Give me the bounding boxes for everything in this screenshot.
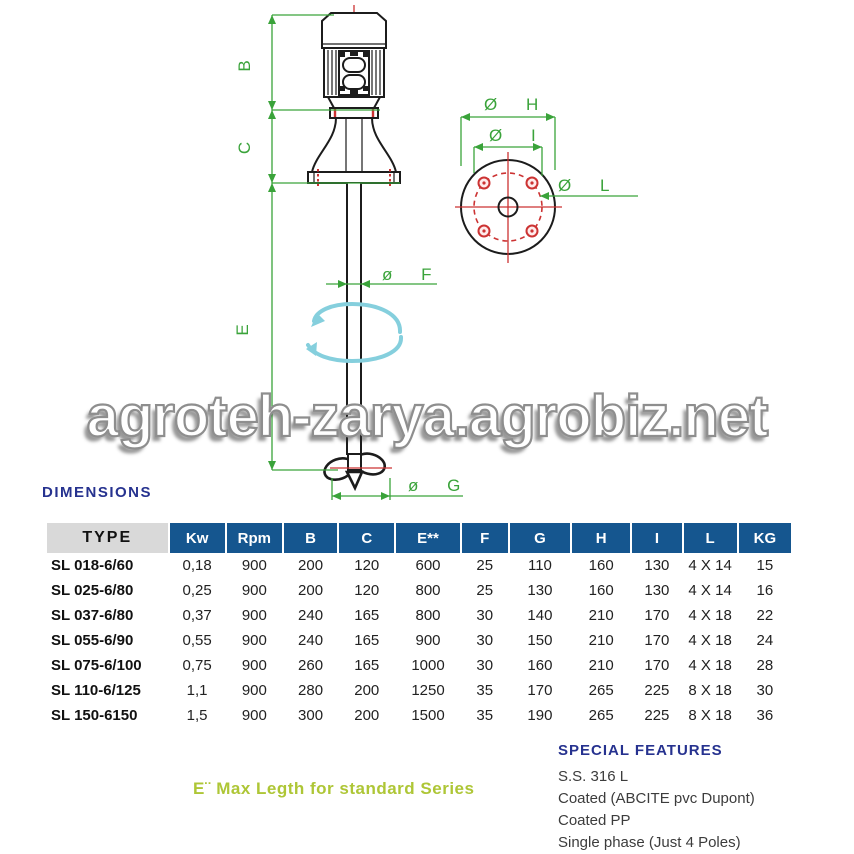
value-cell: 22	[756, 607, 774, 624]
value-cell: 16	[756, 582, 774, 599]
value-cell: 25	[476, 557, 494, 574]
value-cell: 0,18	[182, 557, 212, 574]
table-row	[47, 678, 791, 703]
dimension-f	[326, 265, 444, 288]
value-cell: 0,25	[182, 582, 212, 599]
table-row	[47, 653, 791, 678]
value-cell: 4 X 18	[688, 607, 732, 624]
dimensions-table-container	[45, 523, 793, 728]
table-row	[47, 553, 791, 578]
value-cell: 28	[756, 657, 774, 674]
value-cell: 600	[415, 557, 441, 574]
col-header: C	[339, 523, 394, 553]
col-header: Rpm	[227, 523, 282, 553]
value-cell: 130	[527, 582, 553, 599]
type-cell: SL 025-6/80	[51, 582, 134, 599]
value-cell: 900	[241, 707, 267, 724]
value-cell: 120	[354, 582, 380, 599]
dim-label-i: Ø I	[489, 126, 548, 145]
value-cell: 1,1	[186, 682, 208, 699]
value-cell: 225	[644, 707, 670, 724]
value-cell: 265	[588, 707, 614, 724]
value-cell: 30	[756, 682, 774, 699]
value-cell: 165	[354, 632, 380, 649]
value-cell: 900	[241, 632, 267, 649]
value-cell: 35	[476, 707, 494, 724]
table-header-row	[47, 523, 791, 553]
col-header: L	[684, 523, 737, 553]
value-cell: 160	[588, 582, 614, 599]
value-cell: 165	[354, 607, 380, 624]
dimensions-heading: DIMENSIONS	[42, 484, 153, 501]
value-cell: 900	[241, 557, 267, 574]
bell-housing-drawing	[308, 108, 400, 186]
value-cell: 1500	[411, 707, 445, 724]
col-header: Kw	[170, 523, 225, 553]
special-features	[558, 742, 848, 854]
flange-view-drawing	[455, 95, 638, 263]
value-cell: 160	[527, 657, 553, 674]
col-header: B	[284, 523, 337, 553]
value-cell: 130	[644, 557, 670, 574]
col-header: E**	[396, 523, 459, 553]
value-cell: 210	[588, 607, 614, 624]
value-cell: 265	[588, 682, 614, 699]
type-cell: SL 037-6/80	[51, 607, 134, 624]
value-cell: 800	[415, 582, 441, 599]
motor-drawing	[322, 13, 386, 108]
col-header: I	[632, 523, 681, 553]
value-cell: 0,75	[182, 657, 212, 674]
value-cell: 30	[476, 607, 494, 624]
value-cell: 25	[476, 582, 494, 599]
dim-label-l: Ø L	[558, 176, 622, 195]
type-cell: SL 018-6/60	[51, 557, 134, 574]
table-body	[47, 553, 791, 728]
value-cell: 140	[527, 607, 553, 624]
value-cell: 15	[756, 557, 774, 574]
value-cell: 160	[588, 557, 614, 574]
value-cell: 800	[415, 607, 441, 624]
feature-item: Coated PP	[558, 812, 631, 829]
value-cell: 200	[298, 582, 324, 599]
value-cell: 240	[298, 632, 324, 649]
value-cell: 170	[644, 607, 670, 624]
value-cell: 4 X 18	[688, 632, 732, 649]
dim-label-f: ø F	[382, 265, 444, 284]
table-row	[47, 603, 791, 628]
feature-item: Single phase (Just 4 Poles)	[558, 834, 741, 851]
value-cell: 1000	[411, 657, 445, 674]
table-row	[47, 578, 791, 603]
value-cell: 130	[644, 582, 670, 599]
value-cell: 240	[298, 607, 324, 624]
special-features-heading: SPECIAL FEATURES	[558, 742, 723, 759]
type-cell: SL 110-6/125	[51, 682, 141, 699]
e-max-length-note: E¨ Max Legth for standard Series	[193, 779, 475, 798]
dim-label-e: E	[233, 324, 252, 336]
dim-label-g: ø G	[408, 476, 473, 495]
table-row	[47, 703, 791, 728]
value-cell: 900	[241, 657, 267, 674]
type-cell: SL 075-6/100	[51, 657, 142, 674]
feature-item: Coated (ABCITE pvc Dupont)	[558, 790, 755, 807]
value-cell: 36	[756, 707, 774, 724]
col-header-type: TYPE	[47, 523, 168, 553]
value-cell: 190	[527, 707, 553, 724]
value-cell: 300	[298, 707, 324, 724]
value-cell: 225	[644, 682, 670, 699]
value-cell: 35	[476, 682, 494, 699]
table-row	[47, 628, 791, 653]
value-cell: 200	[354, 707, 380, 724]
value-cell: 0,37	[182, 607, 212, 624]
value-cell: 170	[644, 657, 670, 674]
value-cell: 4 X 14	[688, 557, 732, 574]
value-cell: 24	[756, 632, 774, 649]
value-cell: 110	[527, 557, 552, 574]
type-cell: SL 150-6150	[51, 707, 138, 724]
col-header: H	[572, 523, 630, 553]
value-cell: 1250	[411, 682, 445, 699]
value-cell: 1,5	[186, 707, 208, 724]
dim-label-h: Ø H	[484, 95, 551, 114]
value-cell: 280	[298, 682, 324, 699]
value-cell: 150	[527, 632, 553, 649]
value-cell: 120	[354, 557, 380, 574]
value-cell: 4 X 14	[688, 582, 732, 599]
value-cell: 170	[644, 632, 670, 649]
value-cell: 8 X 18	[688, 707, 732, 724]
watermark-text: agroteh-zarya.agrobiz.net	[86, 384, 768, 449]
col-header: G	[510, 523, 570, 553]
value-cell: 900	[241, 682, 267, 699]
value-cell: 170	[527, 682, 553, 699]
value-cell: 30	[476, 657, 494, 674]
col-header: F	[462, 523, 508, 553]
feature-item: S.S. 316 L	[558, 768, 629, 785]
value-cell: 900	[241, 607, 267, 624]
value-cell: 210	[588, 632, 614, 649]
value-cell: 8 X 18	[688, 682, 732, 699]
value-cell: 30	[476, 632, 494, 649]
value-cell: 260	[298, 657, 324, 674]
value-cell: 165	[354, 657, 380, 674]
dim-label-b: B	[235, 60, 254, 72]
col-header: KG	[739, 523, 791, 553]
type-cell: SL 055-6/90	[51, 632, 134, 649]
value-cell: 900	[415, 632, 441, 649]
value-cell: 200	[354, 682, 380, 699]
value-cell: 900	[241, 582, 267, 599]
special-features-list	[558, 766, 848, 854]
value-cell: 4 X 18	[688, 657, 732, 674]
dim-label-c: C	[235, 141, 254, 155]
value-cell: 0,55	[182, 632, 212, 649]
value-cell: 200	[298, 557, 324, 574]
value-cell: 210	[588, 657, 614, 674]
dimensions-table	[45, 523, 793, 728]
